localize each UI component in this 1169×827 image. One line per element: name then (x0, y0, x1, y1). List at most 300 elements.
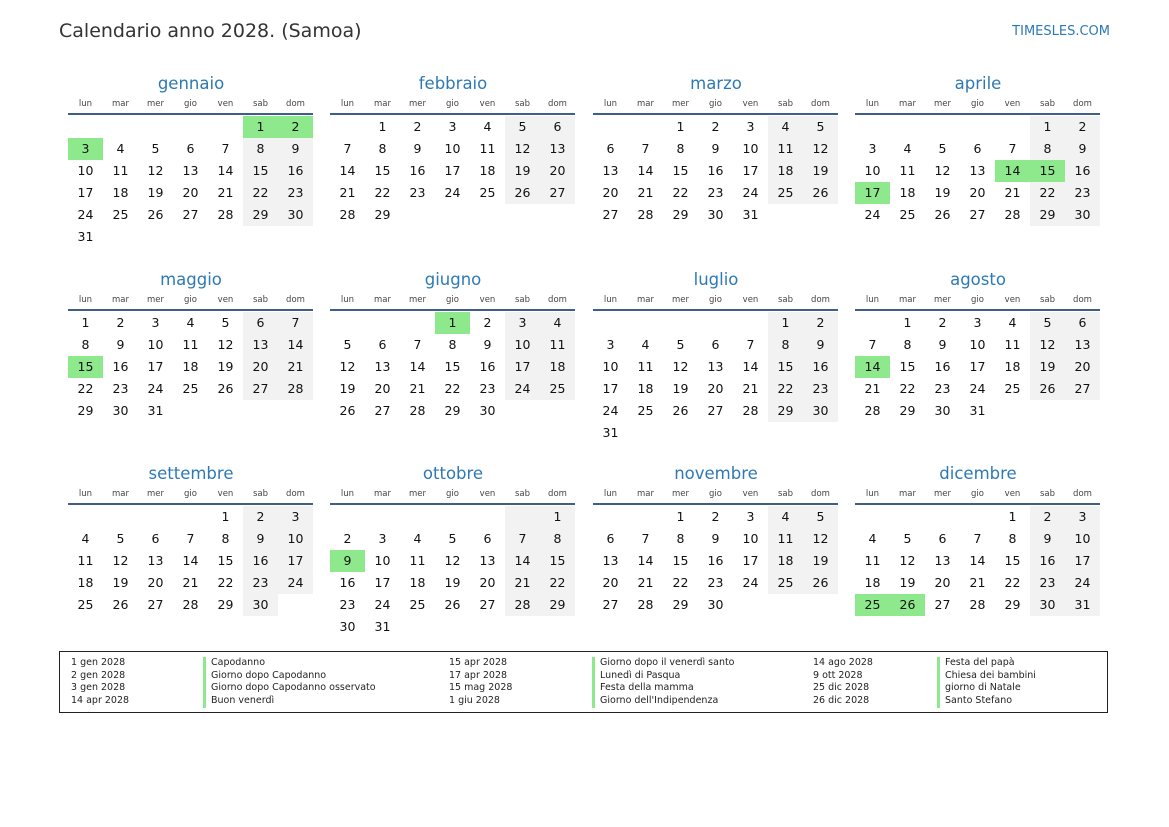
day-cell: 18 (864, 575, 881, 590)
holiday-name: Festa del papà (937, 657, 1036, 670)
holiday-name: Chiesa dei bambini (937, 670, 1036, 683)
day-cell: 11 (637, 359, 654, 374)
day-cell: 22 (1004, 575, 1021, 590)
day-cell: 12 (803, 528, 838, 550)
day-cell: 16 (409, 163, 426, 178)
day-cell: 25 (1004, 381, 1021, 396)
day-cell: 5 (221, 315, 230, 330)
day-cell: 8 (1030, 138, 1065, 160)
weekday-label: gio (971, 489, 984, 499)
weekday-label: lun (865, 489, 880, 499)
empty-cell (593, 312, 628, 334)
day-cell: 20 (479, 575, 496, 590)
day-cell: 12 (934, 163, 951, 178)
day-cell: 10 (505, 334, 540, 356)
month-name: dicembre (939, 464, 1017, 483)
day-cell: 30 (339, 619, 356, 634)
holiday-names-column (203, 657, 376, 708)
day-cell: 30 (243, 594, 278, 616)
day-cell: 5 (803, 116, 838, 138)
weekday-label: mer (146, 295, 164, 305)
holiday-name: Santo Stefano (937, 695, 1036, 708)
day-cell: 8 (676, 531, 685, 546)
empty-cell (68, 116, 103, 138)
day-cell: 26 (339, 403, 356, 418)
day-cell: 22 (243, 182, 278, 204)
holiday-names-column (592, 657, 735, 708)
empty-cell (593, 506, 628, 528)
empty-cell (960, 506, 995, 528)
day-cell: 9 (278, 138, 313, 160)
day-cell: 3 (68, 138, 103, 160)
weekday-label: lun (340, 99, 355, 109)
day-cell: 28 (278, 378, 313, 400)
day-cell: 18 (768, 160, 803, 182)
day-cell: 16 (707, 163, 724, 178)
empty-cell (803, 594, 838, 616)
weekday-label: lun (78, 99, 93, 109)
weekday-label: mar (637, 489, 654, 499)
empty-cell (330, 312, 365, 334)
day-cell: 30 (1065, 204, 1100, 226)
day-grid (68, 312, 314, 422)
day-cell: 11 (182, 337, 199, 352)
day-cell: 20 (969, 185, 986, 200)
day-cell: 27 (602, 597, 619, 612)
empty-cell (173, 506, 208, 528)
day-cell: 24 (969, 381, 986, 396)
weekday-header (593, 487, 839, 501)
weekday-header (855, 97, 1101, 111)
day-cell: 1 (243, 116, 278, 138)
empty-cell (960, 116, 995, 138)
day-cell: 20 (1065, 356, 1100, 378)
day-cell: 1 (435, 312, 470, 334)
empty-cell (855, 116, 890, 138)
day-cell: 17 (1065, 550, 1100, 572)
day-cell: 19 (672, 381, 689, 396)
day-cell: 24 (742, 575, 759, 590)
weekday-label: ven (1004, 295, 1021, 305)
day-cell: 1 (1030, 116, 1065, 138)
day-cell: 5 (505, 116, 540, 138)
day-cell: 24 (278, 572, 313, 594)
empty-cell (1065, 400, 1100, 422)
day-cell: 13 (1065, 334, 1100, 356)
day-cell: 25 (899, 207, 916, 222)
empty-cell (470, 616, 505, 638)
month-divider (593, 503, 838, 505)
weekday-label: mer (671, 489, 689, 499)
weekday-label: mar (637, 99, 654, 109)
holiday-name: Giorno dopo Capodanno osservato (203, 682, 376, 695)
day-cell: 23 (707, 185, 724, 200)
holiday-name: Capodanno (203, 657, 376, 670)
day-cell: 13 (602, 553, 619, 568)
day-cell: 10 (742, 531, 759, 546)
day-cell: 22 (540, 572, 575, 594)
weekday-label: mar (374, 295, 391, 305)
day-cell: 23 (934, 381, 951, 396)
day-cell: 28 (339, 207, 356, 222)
day-cell: 27 (602, 207, 619, 222)
month-luglio (593, 269, 839, 444)
weekday-label: sab (1039, 295, 1056, 305)
day-cell: 25 (77, 597, 94, 612)
day-cell: 27 (707, 403, 724, 418)
day-cell: 31 (374, 619, 391, 634)
day-cell: 20 (934, 575, 951, 590)
day-cell: 2 (1030, 506, 1065, 528)
day-cell: 3 (746, 509, 755, 524)
weekday-label: sab (777, 295, 794, 305)
day-cell: 14 (995, 160, 1030, 182)
day-cell: 30 (707, 207, 724, 222)
day-cell: 28 (217, 207, 234, 222)
day-grid (68, 116, 314, 248)
weekday-label: dom (1073, 295, 1092, 305)
weekday-header (855, 487, 1101, 501)
day-cell: 22 (768, 378, 803, 400)
day-cell: 27 (479, 597, 496, 612)
empty-cell (138, 226, 173, 248)
month-name: agosto (950, 270, 1006, 289)
day-cell: 8 (81, 337, 90, 352)
day-cell: 17 (505, 356, 540, 378)
day-cell: 13 (934, 553, 951, 568)
weekday-label: sab (252, 295, 269, 305)
day-cell: 16 (1030, 550, 1065, 572)
day-cell: 5 (448, 531, 457, 546)
day-cell: 27 (182, 207, 199, 222)
weekday-label: ven (742, 295, 759, 305)
month-dicembre (855, 463, 1101, 616)
empty-cell (400, 616, 435, 638)
day-cell: 7 (641, 531, 650, 546)
day-cell: 18 (479, 163, 496, 178)
day-cell: 26 (934, 207, 951, 222)
day-cell: 19 (147, 185, 164, 200)
day-cell: 22 (374, 185, 391, 200)
empty-cell (400, 506, 435, 528)
day-cell: 26 (444, 597, 461, 612)
day-cell: 15 (1030, 160, 1065, 182)
day-cell: 27 (934, 597, 951, 612)
empty-cell (803, 204, 838, 226)
weekday-header (593, 293, 839, 307)
weekday-label: sab (252, 489, 269, 499)
holiday-date: 26 dic 2028 (813, 695, 870, 707)
weekday-label: mar (637, 295, 654, 305)
day-cell: 15 (899, 359, 916, 374)
day-cell: 8 (378, 141, 387, 156)
day-cell: 12 (444, 553, 461, 568)
day-cell: 27 (243, 378, 278, 400)
day-cell: 15 (540, 550, 575, 572)
day-cell: 20 (707, 381, 724, 396)
day-grid (330, 506, 576, 638)
empty-cell (628, 422, 663, 444)
day-cell: 4 (768, 506, 803, 528)
empty-cell (365, 506, 400, 528)
day-cell: 27 (969, 207, 986, 222)
day-cell: 25 (409, 597, 426, 612)
day-cell: 3 (151, 315, 160, 330)
holiday-dates-column (71, 657, 129, 708)
day-cell: 8 (1008, 531, 1017, 546)
weekday-header (330, 97, 576, 111)
day-cell: 21 (278, 356, 313, 378)
day-cell: 13 (707, 359, 724, 374)
day-cell: 23 (278, 182, 313, 204)
month-name: settembre (148, 464, 234, 483)
weekday-label: gio (446, 489, 459, 499)
empty-cell (995, 400, 1030, 422)
day-cell: 17 (742, 553, 759, 568)
empty-cell (400, 312, 435, 334)
day-cell: 16 (278, 160, 313, 182)
month-marzo (593, 73, 839, 226)
day-cell: 31 (602, 425, 619, 440)
empty-cell (173, 400, 208, 422)
day-cell: 9 (330, 550, 365, 572)
day-cell: 8 (768, 334, 803, 356)
month-divider (330, 309, 575, 311)
day-cell: 29 (217, 597, 234, 612)
weekday-label: ven (742, 489, 759, 499)
day-cell: 12 (899, 553, 916, 568)
day-cell: 25 (768, 572, 803, 594)
day-cell: 24 (374, 597, 391, 612)
day-cell: 16 (934, 359, 951, 374)
day-cell: 2 (711, 119, 720, 134)
day-cell: 21 (409, 381, 426, 396)
holiday-date: 15 mag 2028 (449, 682, 513, 694)
day-cell: 2 (413, 119, 422, 134)
day-cell: 20 (602, 575, 619, 590)
day-cell: 10 (147, 337, 164, 352)
day-cell: 9 (243, 528, 278, 550)
day-cell: 26 (112, 597, 129, 612)
empty-cell (208, 226, 243, 248)
weekday-header (68, 487, 314, 501)
day-cell: 24 (444, 185, 461, 200)
day-cell: 28 (864, 403, 881, 418)
day-cell: 25 (855, 594, 890, 616)
weekday-label: sab (1039, 489, 1056, 499)
day-cell: 3 (378, 531, 387, 546)
day-cell: 17 (602, 381, 619, 396)
weekday-label: dom (1073, 99, 1092, 109)
day-cell: 23 (409, 185, 426, 200)
weekday-label: gio (971, 99, 984, 109)
day-cell: 24 (602, 403, 619, 418)
weekday-header (330, 293, 576, 307)
month-divider (855, 503, 1100, 505)
weekday-label: dom (286, 99, 305, 109)
day-cell: 13 (602, 163, 619, 178)
day-cell: 23 (1030, 572, 1065, 594)
empty-cell (173, 226, 208, 248)
day-cell: 11 (768, 528, 803, 550)
month-divider (68, 113, 313, 115)
site-link[interactable]: TIMESLES.COM (1012, 24, 1110, 39)
day-cell: 3 (606, 337, 615, 352)
month-gennaio (68, 73, 314, 248)
day-cell: 28 (742, 403, 759, 418)
weekday-label: sab (777, 99, 794, 109)
day-cell: 31 (147, 403, 164, 418)
day-cell: 10 (278, 528, 313, 550)
day-cell: 16 (479, 359, 496, 374)
weekday-label: mer (933, 489, 951, 499)
month-name: febbraio (418, 74, 488, 93)
holiday-name: Giorno dopo Capodanno (203, 670, 376, 683)
day-cell: 23 (707, 575, 724, 590)
month-divider (855, 113, 1100, 115)
day-cell: 6 (606, 141, 615, 156)
weekday-label: dom (1073, 489, 1092, 499)
day-cell: 11 (899, 163, 916, 178)
day-cell: 3 (278, 506, 313, 528)
day-cell: 21 (969, 575, 986, 590)
month-maggio (68, 269, 314, 422)
day-cell: 27 (1065, 378, 1100, 400)
day-cell: 26 (803, 182, 838, 204)
holiday-date: 25 dic 2028 (813, 682, 870, 694)
day-cell: 15 (444, 359, 461, 374)
empty-cell (138, 116, 173, 138)
day-cell: 26 (672, 403, 689, 418)
holiday-date: 15 apr 2028 (449, 657, 508, 668)
day-cell: 16 (803, 356, 838, 378)
day-cell: 1 (768, 312, 803, 334)
holiday-name: giorno di Natale (937, 682, 1036, 695)
month-name: maggio (160, 270, 222, 289)
weekday-label: gio (709, 295, 722, 305)
day-cell: 24 (77, 207, 94, 222)
empty-cell (540, 616, 575, 638)
day-cell: 5 (116, 531, 125, 546)
day-cell: 22 (77, 381, 94, 396)
empty-cell (365, 312, 400, 334)
day-cell: 28 (1004, 207, 1021, 222)
empty-cell (733, 422, 768, 444)
holiday-date: 1 gen 2028 (71, 657, 126, 668)
month-name: giugno (424, 270, 482, 289)
day-grid (593, 506, 839, 616)
weekday-label: mar (899, 99, 916, 109)
day-cell: 5 (676, 337, 685, 352)
weekday-header (330, 487, 576, 501)
day-cell: 6 (378, 337, 387, 352)
weekday-label: mar (899, 489, 916, 499)
day-grid (593, 116, 839, 226)
day-cell: 31 (969, 403, 986, 418)
day-cell: 25 (540, 378, 575, 400)
weekday-label: ven (1004, 99, 1021, 109)
weekday-header (68, 97, 314, 111)
day-cell: 2 (343, 531, 352, 546)
day-cell: 9 (1065, 138, 1100, 160)
day-cell: 21 (637, 575, 654, 590)
day-cell: 29 (243, 204, 278, 226)
holiday-date: 14 apr 2028 (71, 695, 130, 707)
weekday-label: mer (146, 489, 164, 499)
day-cell: 20 (243, 356, 278, 378)
day-cell: 9 (483, 337, 492, 352)
day-cell: 14 (409, 359, 426, 374)
day-cell: 15 (243, 160, 278, 182)
day-cell: 30 (803, 400, 838, 422)
day-cell: 16 (112, 359, 129, 374)
empty-cell (628, 506, 663, 528)
day-cell: 18 (112, 185, 129, 200)
day-cell: 19 (899, 575, 916, 590)
weekday-label: mar (112, 295, 129, 305)
empty-cell (890, 506, 925, 528)
day-cell: 19 (444, 575, 461, 590)
day-cell: 13 (374, 359, 391, 374)
day-cell: 13 (243, 334, 278, 356)
day-cell: 26 (217, 381, 234, 396)
day-cell: 4 (868, 531, 877, 546)
day-cell: 3 (448, 119, 457, 134)
weekday-label: dom (548, 99, 567, 109)
weekday-label: lun (340, 489, 355, 499)
day-cell: 29 (77, 403, 94, 418)
month-settembre (68, 463, 314, 616)
day-cell: 30 (278, 204, 313, 226)
day-cell: 8 (903, 337, 912, 352)
empty-cell (208, 116, 243, 138)
day-cell: 8 (243, 138, 278, 160)
holiday-dates-column (449, 657, 512, 708)
day-cell: 7 (1008, 141, 1017, 156)
month-name: marzo (690, 74, 742, 93)
weekday-label: mer (933, 99, 951, 109)
day-cell: 11 (112, 163, 129, 178)
day-cell: 15 (1004, 553, 1021, 568)
day-cell: 21 (217, 185, 234, 200)
weekday-label: lun (78, 489, 93, 499)
day-cell: 4 (483, 119, 492, 134)
weekday-label: sab (514, 295, 531, 305)
day-cell: 18 (899, 185, 916, 200)
day-cell: 2 (938, 315, 947, 330)
day-cell: 14 (217, 163, 234, 178)
day-cell: 30 (1030, 594, 1065, 616)
day-cell: 7 (973, 531, 982, 546)
day-cell: 28 (409, 403, 426, 418)
day-cell: 28 (637, 207, 654, 222)
weekday-label: dom (811, 489, 830, 499)
empty-cell (663, 312, 698, 334)
day-cell: 11 (864, 553, 881, 568)
day-cell: 31 (742, 207, 759, 222)
day-cell: 1 (81, 315, 90, 330)
empty-cell (278, 594, 313, 616)
day-cell: 10 (742, 141, 759, 156)
day-cell: 23 (479, 381, 496, 396)
day-cell: 11 (77, 553, 94, 568)
weekday-label: sab (252, 99, 269, 109)
empty-cell (733, 594, 768, 616)
day-cell: 20 (540, 160, 575, 182)
day-cell: 23 (112, 381, 129, 396)
weekday-label: sab (1039, 99, 1056, 109)
empty-cell (628, 116, 663, 138)
